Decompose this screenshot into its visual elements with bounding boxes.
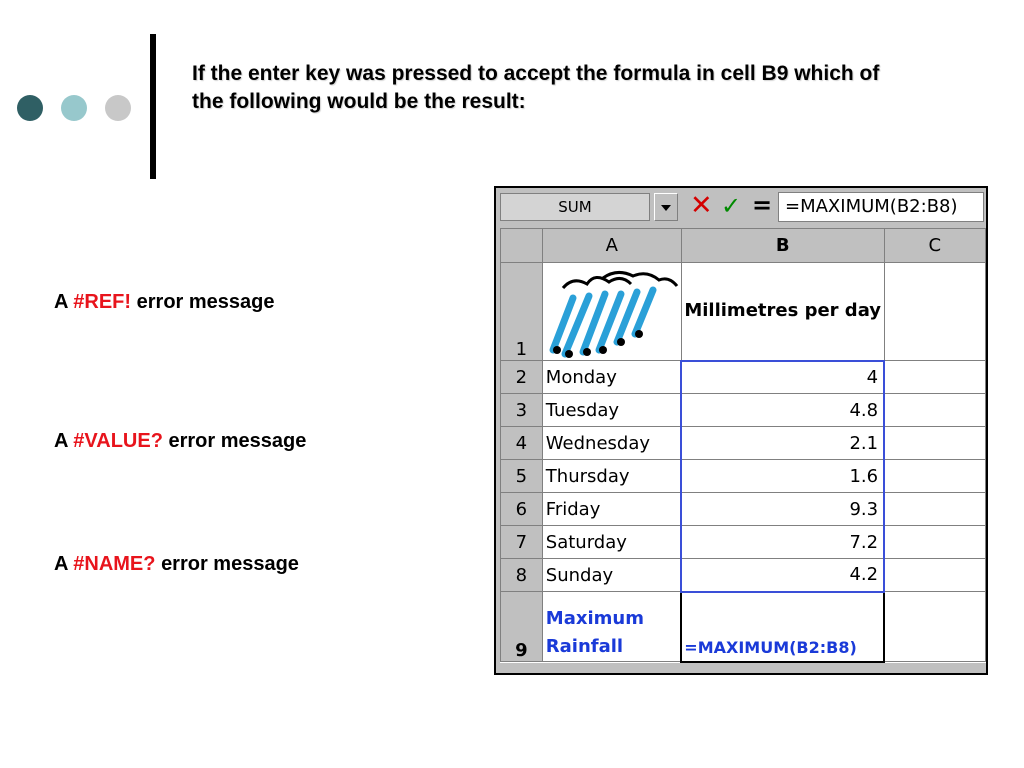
column-header-b[interactable]: B [681, 229, 884, 263]
formula-input[interactable]: =MAXIMUM(B2:B8) [778, 192, 984, 222]
answer-option-2[interactable] [54, 430, 306, 453]
column-header-a[interactable]: A [542, 229, 681, 263]
cell-c2[interactable] [884, 361, 985, 394]
row-header-8[interactable]: 8 [501, 559, 543, 592]
row-header-7[interactable]: 7 [501, 526, 543, 559]
row-header-6[interactable]: 6 [501, 493, 543, 526]
option-prefix: A [54, 291, 68, 313]
cell-a8[interactable]: Sunday [542, 559, 681, 592]
cell-c6[interactable] [884, 493, 985, 526]
cancel-x-icon[interactable]: ✕ [690, 190, 713, 221]
error-code: #VALUE? [73, 430, 163, 452]
cell-a5[interactable]: Thursday [542, 460, 681, 493]
row-header-5[interactable]: 5 [501, 460, 543, 493]
cell-b6[interactable]: 9.3 [681, 493, 884, 526]
cell-c5[interactable] [884, 460, 985, 493]
slide-title: If the enter key was pressed to accept the formula in cell B9 which of the following would be the result: [192, 62, 880, 113]
cell-b3[interactable]: 4.8 [681, 394, 884, 427]
corner-select-all[interactable] [501, 229, 543, 263]
rain-cloud-icon [543, 264, 679, 360]
sheet-grid [500, 228, 986, 663]
row-header-4[interactable]: 4 [501, 427, 543, 460]
column-header-c[interactable]: C [884, 229, 985, 263]
row-header-3[interactable]: 3 [501, 394, 543, 427]
cell-b8[interactable]: 4.2 [681, 559, 884, 592]
cell-b1[interactable]: Millimetres per day [681, 263, 884, 361]
error-code: #NAME? [73, 553, 156, 575]
bullet-dot-dark [17, 95, 43, 121]
cell-c3[interactable] [884, 394, 985, 427]
option-suffix: error message [161, 553, 299, 575]
option-suffix: error message [168, 430, 307, 452]
cell-c9[interactable] [884, 592, 985, 662]
answer-option-3[interactable] [54, 553, 299, 576]
cell-c4[interactable] [884, 427, 985, 460]
cell-a4[interactable]: Wednesday [542, 427, 681, 460]
option-prefix: A [54, 553, 68, 575]
option-prefix: A [54, 430, 68, 452]
row-header-1[interactable]: 1 [501, 263, 543, 361]
spreadsheet-screenshot [494, 186, 988, 675]
name-box-dropdown-button[interactable] [654, 193, 678, 221]
cell-b9[interactable]: =MAXIMUM(B2:B8) [681, 592, 884, 662]
cell-a7[interactable]: Saturday [542, 526, 681, 559]
equals-icon[interactable]: = [752, 191, 773, 219]
cell-a6[interactable]: Friday [542, 493, 681, 526]
cell-b4[interactable]: 2.1 [681, 427, 884, 460]
cell-a2[interactable]: Monday [542, 361, 681, 394]
cell-c8[interactable] [884, 559, 985, 592]
cell-b5[interactable]: 1.6 [681, 460, 884, 493]
row-header-9[interactable]: 9 [501, 592, 543, 662]
cell-a1[interactable] [542, 263, 681, 361]
bullet-dot-teal [61, 95, 87, 121]
cell-c7[interactable] [884, 526, 985, 559]
bullet-dot-gray [105, 95, 131, 121]
row-header-2[interactable]: 2 [501, 361, 543, 394]
title-divider [150, 34, 156, 179]
error-code: #REF! [73, 291, 132, 313]
cell-a9[interactable]: Maximum Rainfall [542, 592, 681, 662]
option-suffix: error message [136, 291, 275, 313]
cell-c1[interactable] [884, 263, 985, 361]
name-box[interactable]: SUM [500, 193, 650, 221]
cell-a3[interactable]: Tuesday [542, 394, 681, 427]
cell-b2[interactable]: 4 [681, 361, 884, 394]
cell-b7[interactable]: 7.2 [681, 526, 884, 559]
answer-option-1[interactable] [54, 291, 275, 314]
confirm-check-icon[interactable]: ✓ [721, 192, 742, 220]
formula-bar [496, 188, 986, 228]
